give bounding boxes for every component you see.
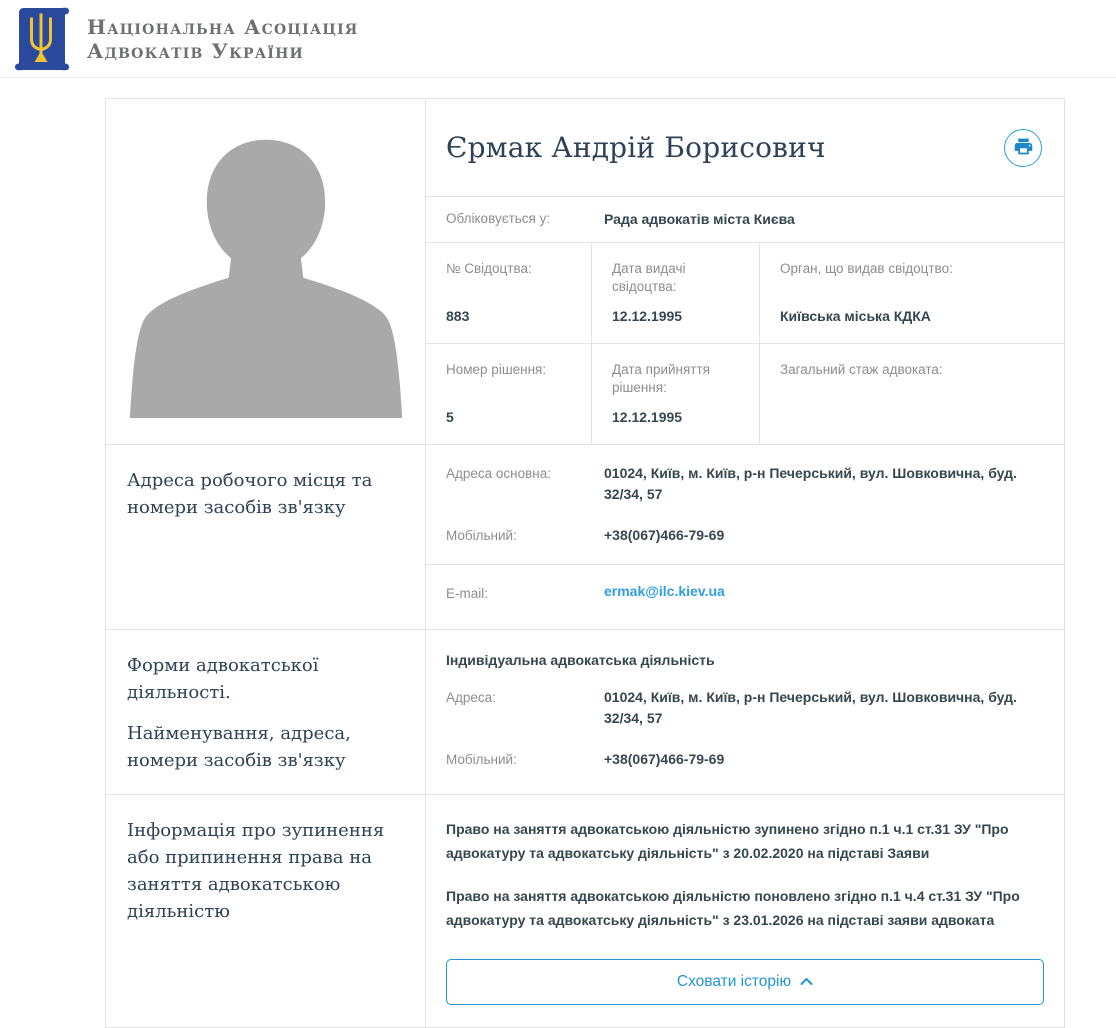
decision-date-cell <box>592 344 760 444</box>
suspension-history-section <box>106 794 1064 1027</box>
hide-history-button-label: Сховати історію <box>676 973 792 991</box>
certificate-number-cell <box>426 243 592 344</box>
workplace-address-row <box>426 449 1064 511</box>
activity-mobile-row <box>426 735 1064 776</box>
workplace-address-value: 01024, Київ, м. Київ, р-н Печерський, вул. Шовковична, буд. 32/34, 57 <box>604 465 1017 502</box>
site-header <box>0 0 1116 78</box>
history-paragraph-suspended: Право на заняття адвокатською діяльністю зупинено згідно п.1 ч.1 ст.31 ЗУ "Про адвокатуру та адвокатську діяльність" з 20.02.2020 на підставі Заяви <box>446 821 1009 862</box>
profile-photo-placeholder <box>106 99 426 444</box>
history-section-left <box>106 795 426 1027</box>
experience-cell <box>760 344 1064 444</box>
workplace-mobile-row <box>426 511 1064 552</box>
certificate-number-label: № Свідоцтва: <box>446 261 532 276</box>
org-name-line1: Національна Асоціація <box>87 14 359 39</box>
activity-form-name: Індивідуальна адвокатська діяльність <box>446 652 715 669</box>
history-section-right <box>426 795 1064 1027</box>
certificate-grid <box>426 243 1064 444</box>
activity-address-label: Адреса: <box>446 690 496 706</box>
page-title: Єрмак Андрій Борисович <box>446 131 826 164</box>
activity-address-value: 01024, Київ, м. Київ, р-н Печерський, вул. Шовковична, буд. 32/34, 57 <box>604 689 1017 727</box>
activity-section-title-line2: Найменування, адреса, номери засобів зв'язку <box>127 723 351 772</box>
email-link[interactable]: ermak@ilc.kiev.ua <box>604 583 725 599</box>
hide-history-button[interactable] <box>446 959 1044 1005</box>
decision-date-label: Дата прийняття рішення: <box>612 362 710 396</box>
issue-date-value: 12.12.1995 <box>612 308 683 324</box>
decision-number-label: Номер рішення: <box>446 362 547 377</box>
decision-number-cell <box>426 344 592 444</box>
workplace-email-label: E-mail: <box>446 586 489 601</box>
activity-address-row <box>426 673 1064 735</box>
person-silhouette-icon <box>118 120 414 420</box>
workplace-email-row <box>426 564 1064 621</box>
activity-section-right <box>426 630 1064 794</box>
history-paragraph-renewed: Право на заняття адвокатською діяльністю поновлено згідно п.1 ч.4 ст.31 ЗУ "Про адвокатуру та адвокатську діяльність" з 23.01.2026 на підставі заяви адвоката <box>446 887 1020 928</box>
decision-number-value: 5 <box>446 409 454 425</box>
name-row <box>426 99 1064 197</box>
profile-top-right <box>426 99 1064 444</box>
chevron-up-icon <box>800 973 813 991</box>
workplace-section-left <box>106 445 426 629</box>
registration-value: Рада адвокатів міста Києва <box>604 211 795 227</box>
workplace-section-right <box>426 445 1064 629</box>
activity-form-name-row <box>426 634 1064 673</box>
print-button[interactable] <box>1004 129 1042 167</box>
activity-mobile-label: Мобільний: <box>446 752 517 768</box>
issuer-value: Київська міська КДКА <box>780 308 931 324</box>
org-name <box>87 15 358 63</box>
registration-label: Обліковується у: <box>446 211 551 227</box>
activity-section-left <box>106 630 426 794</box>
org-name-line2: Адвокатів України <box>87 38 304 63</box>
registration-row <box>426 197 1064 243</box>
issuer-cell <box>760 243 1064 344</box>
lawyer-profile-card <box>105 98 1065 1028</box>
workplace-section-title: Адреса робочого місця та номери засобів зв'язку <box>127 470 373 518</box>
issuer-label: Орган, що видав свідоцтво: <box>780 261 953 276</box>
trident-scroll-icon <box>9 59 73 76</box>
naau-logo[interactable] <box>9 6 73 72</box>
activity-mobile-value: +38(067)466-79-69 <box>604 751 725 768</box>
experience-label: Загальний стаж адвоката: <box>780 362 943 377</box>
certificate-number-value: 883 <box>446 308 470 324</box>
workplace-section <box>106 444 1064 629</box>
history-section-title: Інформація про зупинення або припинення права на заняття адвокатською діяльністю <box>127 820 385 923</box>
printer-icon <box>1013 136 1034 160</box>
workplace-address-label: Адреса основна: <box>446 466 552 481</box>
activity-forms-section <box>106 629 1064 794</box>
workplace-mobile-label: Мобільний: <box>446 528 517 543</box>
workplace-mobile-value: +38(067)466-79-69 <box>604 527 725 543</box>
decision-date-value: 12.12.1995 <box>612 409 683 425</box>
issue-date-cell <box>592 243 760 344</box>
profile-top-section <box>106 99 1064 444</box>
issue-date-label: Дата видачі свідоцтва: <box>612 261 686 295</box>
activity-section-title-line1: Форми адвокатської діяльності. <box>127 655 319 704</box>
